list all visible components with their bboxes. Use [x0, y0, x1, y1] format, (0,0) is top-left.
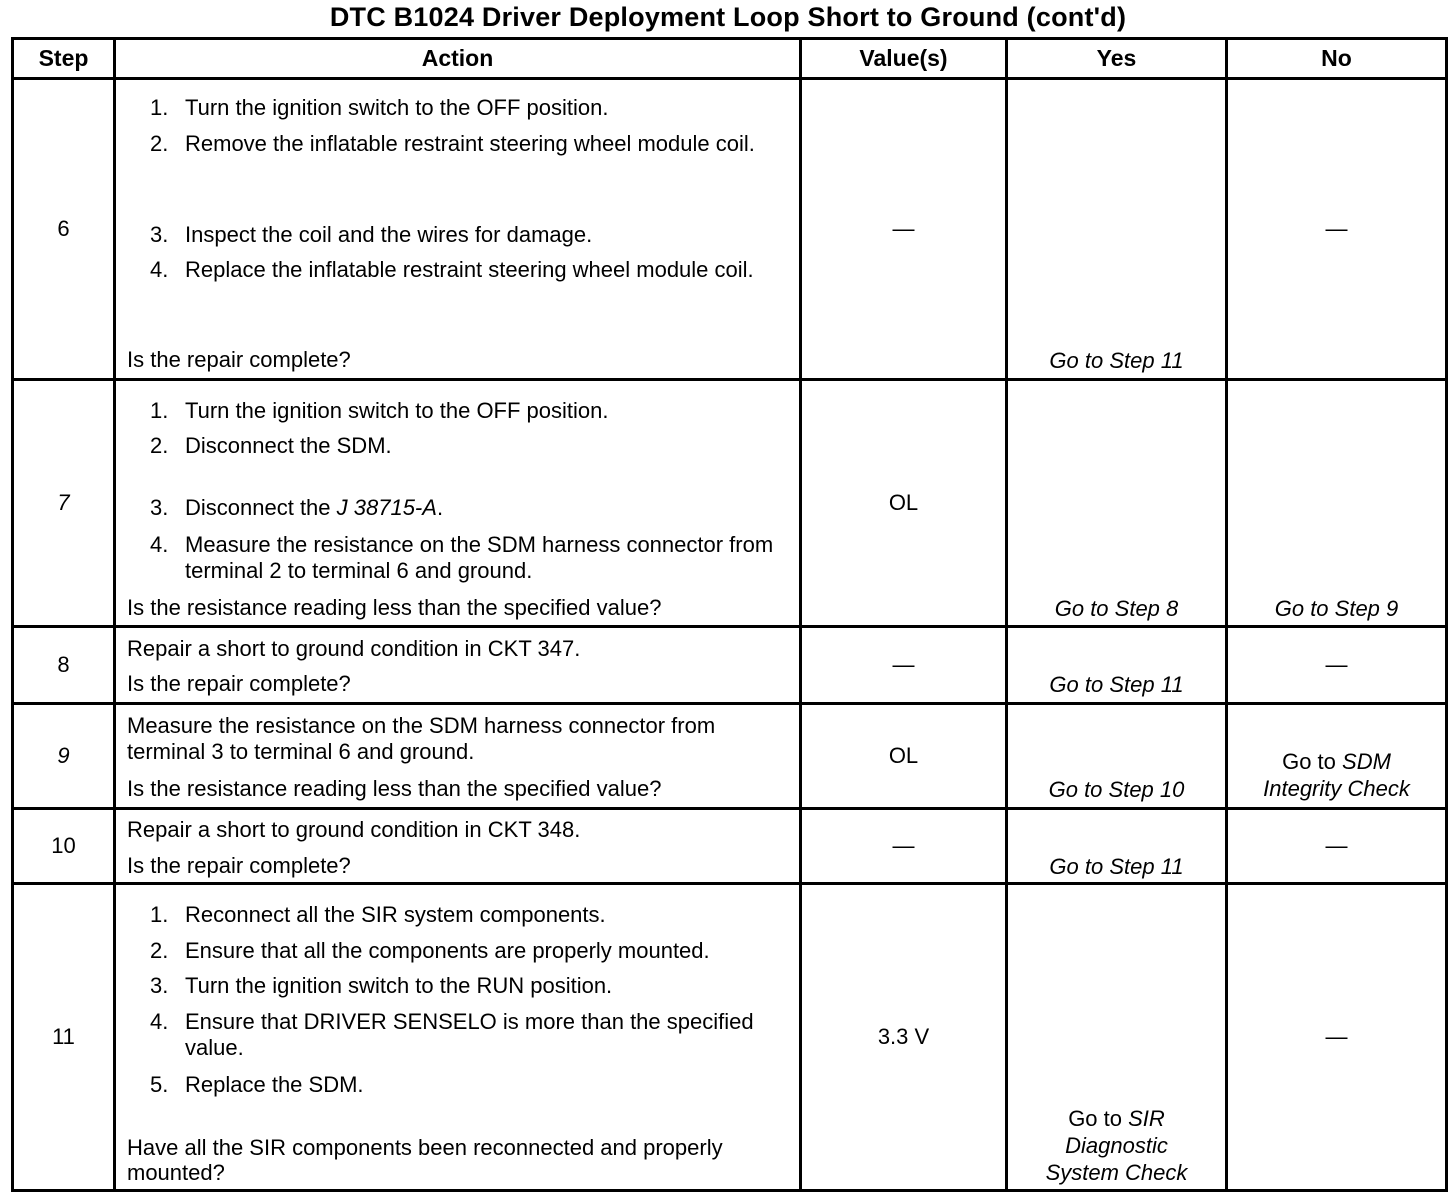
action-step-text: Ensure that DRIVER SENSELO is more than the specified value. [185, 1009, 754, 1060]
yes-cell [1007, 809, 1227, 884]
yes-text[interactable] [1008, 853, 1225, 880]
step-number: 6 [57, 216, 70, 241]
value-text: OL [888, 743, 919, 768]
value-text: — [892, 833, 915, 858]
yes-text[interactable] [1008, 347, 1225, 374]
action-question: Is the repair complete? [127, 347, 351, 372]
action-step-text: Turn the ignition switch to the RUN position. [185, 973, 613, 998]
action-step-number: 1. [150, 95, 169, 120]
action-step-text: Turn the ignition switch to the OFF position. [185, 95, 609, 120]
step-cell [13, 809, 115, 884]
step-cell [13, 704, 115, 809]
no-text[interactable] [1248, 748, 1425, 802]
yes-prefix: Go to [1068, 1106, 1129, 1131]
table-row [13, 704, 1447, 809]
action-step-text: Measure the resistance on the SDM harness connector from terminal 2 to terminal 6 and ground. [185, 532, 774, 583]
no-cell [1227, 884, 1447, 1191]
value-cell [801, 79, 1007, 380]
yes-link[interactable]: Go to Step 11 [1049, 672, 1184, 697]
action-text: Measure the resistance on the SDM harness connector from terminal 3 to terminal 6 and ground. [127, 713, 716, 764]
table-row [13, 809, 1447, 884]
yes-link[interactable]: SIR Diagnostic System Check [1045, 1106, 1188, 1185]
action-cell [115, 627, 801, 704]
value-cell [801, 704, 1007, 809]
no-text [1228, 652, 1445, 678]
value-cell [801, 380, 1007, 627]
no-text[interactable] [1228, 595, 1445, 622]
yes-cell [1007, 380, 1227, 627]
action-step [150, 398, 793, 424]
action-step-number: 2. [150, 433, 169, 458]
no-prefix: Go to [1282, 749, 1343, 774]
value-cell [801, 627, 1007, 704]
action-step [150, 95, 793, 121]
action-step [150, 131, 793, 157]
text: Disconnect the [185, 495, 337, 520]
yes-cell [1007, 884, 1227, 1191]
action-step [150, 532, 793, 584]
no-prefix: — [1325, 652, 1348, 677]
action-step-number: 2. [150, 131, 169, 156]
no-cell [1227, 809, 1447, 884]
step-number: 7 [57, 490, 70, 515]
action-cell [115, 809, 801, 884]
table-row [13, 884, 1447, 1191]
action-step-text: Replace the inflatable restraint steering wheel module coil. [185, 257, 754, 282]
step-number: 11 [52, 1024, 75, 1049]
action-text: Repair a short to ground condition in CKT 347. [127, 636, 581, 661]
action-step-number: 3. [150, 222, 169, 247]
header-row [13, 39, 1447, 79]
value-text: — [892, 216, 915, 241]
value-text: 3.3 V [877, 1024, 930, 1049]
no-prefix: — [1325, 833, 1348, 858]
no-text [1228, 1024, 1445, 1050]
yes-text[interactable] [1008, 595, 1225, 622]
step-cell [13, 627, 115, 704]
header-action: Action [115, 39, 801, 79]
action-step [150, 222, 793, 248]
header-no: No [1227, 39, 1447, 79]
yes-link[interactable]: Go to Step 11 [1049, 348, 1184, 373]
action-cell [115, 79, 801, 380]
yes-link[interactable]: Go to Step 8 [1054, 596, 1179, 621]
step-cell [13, 884, 115, 1191]
action-question: Is the repair complete? [127, 853, 351, 878]
step-number: 10 [51, 833, 76, 858]
yes-text[interactable] [1008, 776, 1225, 803]
step-cell [13, 79, 115, 380]
action-question: Have all the SIR components been reconnected and properly mounted? [127, 1135, 723, 1185]
value-cell [801, 884, 1007, 1191]
action-step [150, 1072, 793, 1098]
action-question: Is the repair complete? [127, 671, 351, 696]
no-prefix: — [1325, 1024, 1348, 1049]
page-title: DTC B1024 Driver Deployment Loop Short to Ground (cont'd) [329, 2, 1127, 32]
action-step-number: 1. [150, 902, 169, 927]
table-row [13, 380, 1447, 627]
action-step-text: Remove the inflatable restraint steering wheel module coil. [185, 131, 755, 156]
text: . [436, 495, 444, 520]
value-cell [801, 809, 1007, 884]
yes-cell [1007, 79, 1227, 380]
no-prefix: — [1325, 216, 1348, 241]
yes-link[interactable]: Go to Step 11 [1049, 854, 1184, 879]
header-yes: Yes [1007, 39, 1227, 79]
step-number: 8 [57, 652, 70, 677]
yes-text[interactable] [1028, 1105, 1205, 1186]
action-step-number: 4. [150, 257, 169, 282]
action-step-number: 3. [150, 973, 169, 998]
action-step [150, 973, 793, 999]
no-link[interactable]: Go to Step 9 [1274, 596, 1399, 621]
table-row [13, 79, 1447, 380]
action-question: Is the resistance reading less than the specified value? [127, 776, 662, 801]
no-link[interactable]: SDM Integrity Check [1263, 749, 1410, 801]
value-text: OL [888, 490, 919, 515]
action-step-text: Reconnect all the SIR system components. [185, 902, 606, 927]
yes-link[interactable]: Go to Step 10 [1048, 777, 1185, 802]
action-step-number: 4. [150, 532, 169, 557]
action-step-number: 2. [150, 938, 169, 963]
action-step [150, 938, 793, 964]
action-step [150, 1009, 793, 1061]
step-cell [13, 380, 115, 627]
header-step: Step [13, 39, 115, 79]
no-cell [1227, 627, 1447, 704]
action-step-number: 3. [150, 495, 169, 520]
action-text: Repair a short to ground condition in CKT 348. [127, 817, 581, 842]
action-step-number: 5. [150, 1072, 169, 1097]
yes-cell [1007, 627, 1227, 704]
diagnostic-table [11, 37, 1448, 1192]
action-step-text: Ensure that all the components are properly mounted. [185, 938, 710, 963]
action-cell [115, 884, 801, 1191]
no-cell [1227, 380, 1447, 627]
action-step-number: 1. [150, 398, 169, 423]
step-number: 9 [57, 743, 70, 768]
yes-text[interactable] [1008, 671, 1225, 698]
no-cell [1227, 79, 1447, 380]
action-step-text: Disconnect the SDM. [185, 433, 392, 458]
action-question: Is the resistance reading less than the specified value? [127, 595, 662, 620]
action-step-text: Replace the SDM. [185, 1072, 364, 1097]
header-values: Value(s) [801, 39, 1007, 79]
value-text: — [892, 652, 915, 677]
table-row [13, 627, 1447, 704]
tool-name: J 38715-A [336, 495, 437, 520]
action-step [150, 902, 793, 928]
action-step [150, 495, 793, 521]
yes-cell [1007, 704, 1227, 809]
action-cell [115, 380, 801, 627]
action-step-text: Turn the ignition switch to the OFF position. [185, 398, 609, 423]
action-step [150, 257, 793, 283]
action-cell [115, 704, 801, 809]
no-text [1228, 833, 1445, 859]
action-step-number: 4. [150, 1009, 169, 1034]
action-step [150, 433, 793, 459]
action-step-text: Inspect the coil and the wires for damage. [185, 222, 593, 247]
no-text [1228, 216, 1445, 242]
action-step-text [185, 495, 793, 521]
no-cell [1227, 704, 1447, 809]
